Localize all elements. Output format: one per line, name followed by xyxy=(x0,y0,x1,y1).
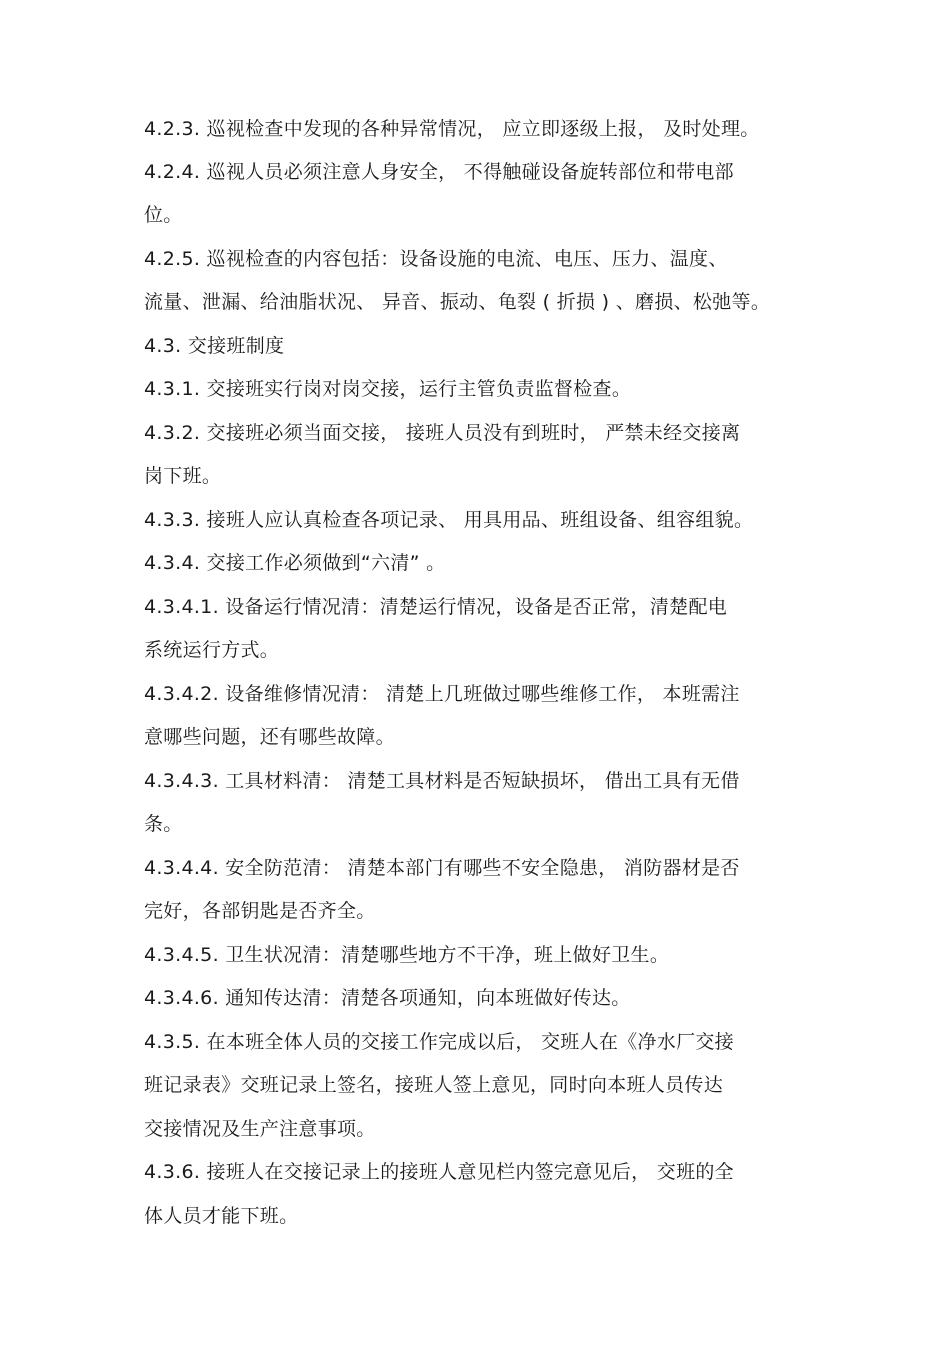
text-line: 4.3.6. 接班人在交接记录上的接班人意见栏内签完意见后， 交班的全 xyxy=(144,1161,734,1183)
text-line: 4.2.5. 巡视检查的内容包括：设备设施的电流、电压、压力、温度、 xyxy=(144,248,728,270)
text-line: 交接情况及生产注意事项。 xyxy=(144,1118,376,1140)
text-line: 4.3.4.5. 卫生状况清：清楚哪些地方不干净，班上做好卫生。 xyxy=(144,944,670,966)
text-line: 4.3.4.4. 安全防范清： 清楚本部门有哪些不安全隐患， 消防器材是否 xyxy=(144,857,740,879)
text-line: 班记录表》交班记录上签名，接班人签上意见，同时向本班人员传达 xyxy=(144,1074,724,1096)
text-line: 4.2.3. 巡视检查中发现的各种异常情况， 应立即逐级上报， 及时处理。 xyxy=(144,118,760,140)
text-line: 体人员才能下班。 xyxy=(144,1205,299,1227)
section-heading: 4.3. 交接班制度 xyxy=(144,335,285,357)
text-line: 意哪些问题，还有哪些故障。 xyxy=(144,726,395,748)
text-line: 4.3.1. 交接班实行岗对岗交接，运行主管负责监督检查。 xyxy=(144,378,632,400)
text-line: 4.3.4.6. 通知传达清：清楚各项通知，向本班做好传达。 xyxy=(144,987,631,1009)
text-line: 4.2.4. 巡视人员必须注意人身安全， 不得触碰设备旋转部位和带电部 xyxy=(144,161,734,183)
text-line: 流量、泄漏、给油脂状况、 异音、振动、龟裂 ( 折损 ) 、磨损、松弛等。 xyxy=(144,291,771,313)
text-line: 位。 xyxy=(144,204,183,226)
text-line: 条。 xyxy=(144,813,183,835)
text-line: 4.3.3. 接班人应认真检查各项记录、 用具用品、班组设备、组容组貌。 xyxy=(144,509,754,531)
text-line: 完好，各部钥匙是否齐全。 xyxy=(144,900,376,922)
text-line: 4.3.4. 交接工作必须做到“六清” 。 xyxy=(144,552,446,574)
text-line: 系统运行方式。 xyxy=(144,639,280,661)
text-line: 岗下班。 xyxy=(144,465,222,487)
text-line: 4.3.4.3. 工具材料清： 清楚工具材料是否短缺损坏， 借出工具有无借 xyxy=(144,770,740,792)
text-line: 4.3.4.2. 设备维修情况清： 清楚上几班做过哪些维修工作， 本班需注 xyxy=(144,683,740,705)
text-line: 4.3.2. 交接班必须当面交接， 接班人员没有到班时， 严禁未经交接离 xyxy=(144,422,741,444)
text-line: 4.3.4.1. 设备运行情况清：清楚运行情况，设备是否正常，清楚配电 xyxy=(144,596,728,618)
text-line: 4.3.5. 在本班全体人员的交接工作完成以后， 交班人在《净水厂交接 xyxy=(144,1031,734,1053)
